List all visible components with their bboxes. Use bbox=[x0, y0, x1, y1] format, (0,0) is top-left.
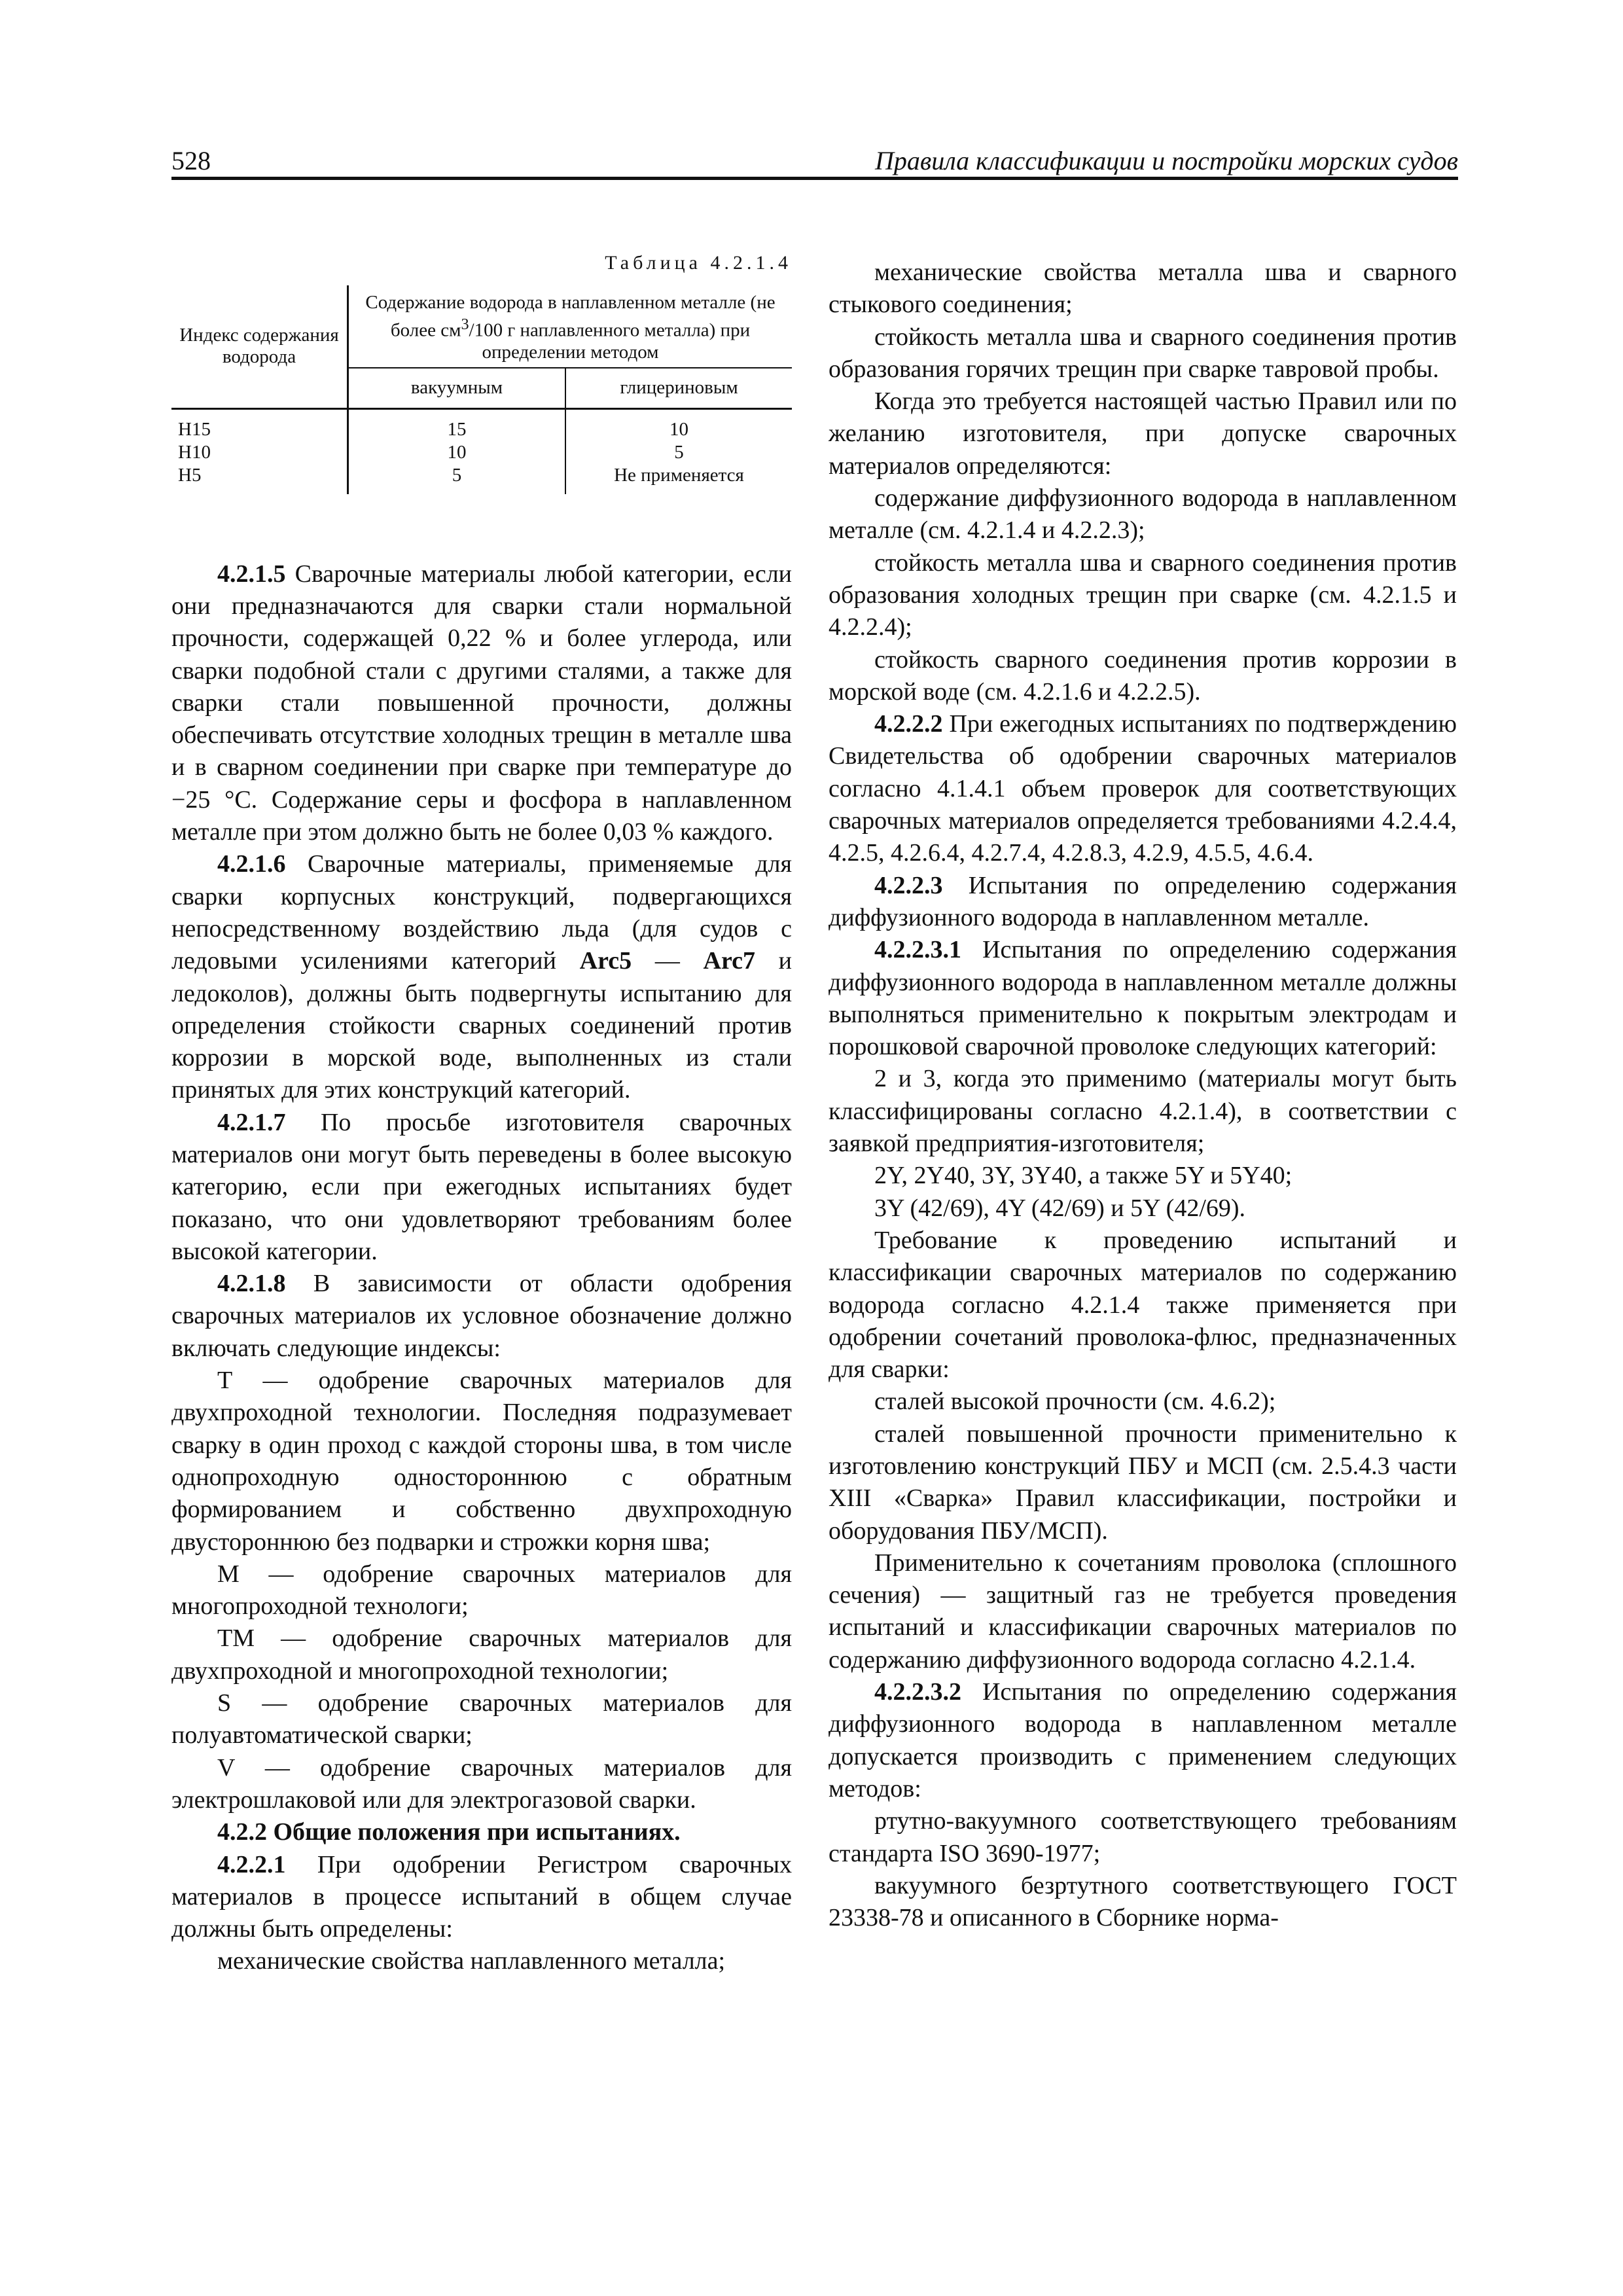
paragraph-4-2-2-3-2 bbox=[829, 1676, 1457, 1805]
section-heading-4-2-2: 4.2.2 Общие положения при испытаниях. bbox=[217, 1818, 681, 1846]
list-item: 2Y, 2Y40, 3Y, 3Y40, а также 5Y и 5Y40; bbox=[874, 1162, 1293, 1190]
table-cell-index: H10 bbox=[171, 441, 348, 464]
paragraph-4-2-1-8 bbox=[171, 1268, 792, 1365]
table-row bbox=[171, 464, 792, 494]
column-header-vacuum: вакуумным bbox=[348, 368, 566, 409]
paragraph-text: Испытания по определению содержания диффузионного водорода в наплавленном металле. bbox=[829, 871, 1457, 931]
clause-number: 4.2.2.2 bbox=[874, 710, 943, 738]
clause-number: 4.2.2.3.1 bbox=[874, 936, 961, 964]
list-item-t: T — одобрение сварочных материалов для двухпроходной технологии. Последняя подразумевает сварку в один проход с каждой стороны шва, в том числе однопроходную одностороннюю с обратным формированием и собственно двухпроходную двустороннюю без подварки и строжки корня шва; bbox=[171, 1367, 792, 1556]
paragraph-text: При одобрении Регистром сварочных материалов в процессе испытаний в общем случае должны быть определены: bbox=[171, 1850, 792, 1943]
paragraph-4-2-1-6 bbox=[171, 848, 792, 1106]
table-cell-glycerin: 10 bbox=[669, 418, 688, 440]
left-column bbox=[171, 251, 792, 1978]
right-column bbox=[829, 257, 1457, 1934]
paragraph-text: По просьбе изготовителя сварочных материалов они могут быть переведены в более высокую категорию, если при ежегодных испытаниях будет показано, что они удовлетворяют требованиям более высокой категории. bbox=[171, 1108, 792, 1265]
clause-number: 4.2.1.8 bbox=[217, 1270, 286, 1298]
column-header-index: Индекс содержания водорода bbox=[171, 285, 348, 408]
list-item: сталей высокой прочности (см. 4.6.2); bbox=[874, 1388, 1276, 1416]
column-header-hydrogen-content-a: Содержание водорода в наплавленном металле (не более см bbox=[365, 292, 776, 341]
column-header-hydrogen-content bbox=[348, 285, 793, 368]
table-spacer bbox=[171, 494, 792, 558]
paragraph-text: Испытания по определению содержания диффузионного водорода в наплавленном металле должны выполняться применительно к покрытым электродам и порошковой сварочной проволоке следующих категорий: bbox=[829, 936, 1457, 1061]
table-cell-index: H5 bbox=[171, 464, 348, 494]
list-item-tm: TM — одобрение сварочных материалов для двухпроходной и многопроходной технологии; bbox=[171, 1624, 792, 1685]
paragraph-4-2-2-2 bbox=[829, 708, 1457, 869]
table-row bbox=[171, 441, 792, 464]
table-cell-vacuum: 15 bbox=[348, 408, 566, 441]
paragraph-text: В зависимости от области одобрения сварочных материалов их условное обозначение должно включать следующие индексы: bbox=[171, 1270, 792, 1362]
clause-number: 4.2.1.6 bbox=[217, 850, 286, 878]
header-rule bbox=[171, 177, 1458, 180]
list-item: содержание диффузионного водорода в наплавленном металле (см. 4.2.1.4 и 4.2.2.3); bbox=[829, 484, 1457, 545]
paragraph-text: При ежегодных испытаниях по подтверждению Свидетельства об одобрении сварочных материалов согласно 4.1.4.1 объем проверок для соответствующих сварочных материалов определяется требованиями 4.2.4.4, 4.2.5, 4.2.6.4, 4.2.7.4, 4.2.8.3, 4.2.9, 4.5.5, 4.6.4. bbox=[829, 710, 1457, 867]
paragraph-text: Сварочные материалы, применяемые для сварки корпусных конструкций, подвергающихся непосредственному воздействию льда (для судов с ледовыми усилениями категорий bbox=[171, 850, 792, 975]
list-item: 2 и 3, когда это применимо (материалы могут быть классифицированы согласно 4.2.1.4), в соответствии с заявкой предприятия-изготовителя; bbox=[829, 1065, 1457, 1158]
clause-number: 4.2.2.1 bbox=[217, 1850, 286, 1878]
list-item: стойкость сварного соединения против коррозии в морской воде (см. 4.2.1.6 и 4.2.2.5). bbox=[829, 645, 1457, 706]
list-item: стойкость металла шва и сварного соединения против образования горячих трещин при сварке тавровой пробы. bbox=[829, 323, 1457, 383]
list-item: вакуумного безртутного соответствующего ГОСТ 23338-78 и описанного в Сборнике норма- bbox=[829, 1871, 1457, 1932]
hydrogen-content-table bbox=[171, 285, 792, 494]
paragraph: Когда это требуется настоящей частью Правил или по желанию изготовителя, при допуске сварочных материалов определяются: bbox=[829, 387, 1457, 480]
table-cell-vacuum: 10 bbox=[348, 441, 566, 464]
paragraph-4-2-1-5 bbox=[171, 558, 792, 849]
paragraph-4-2-2-3-1 bbox=[829, 934, 1457, 1063]
ice-class-arc7: Arc7 bbox=[703, 947, 755, 975]
column-header-superscript: 3 bbox=[461, 315, 469, 333]
ice-class-arc5: Arc5 bbox=[579, 947, 632, 975]
paragraph-text: Испытания по определению содержания диффузионного водорода в наплавленном металле допускается производить с применением следующих методов: bbox=[829, 1678, 1457, 1803]
column-header-glycerin: глицериновым bbox=[565, 368, 792, 409]
paragraph-4-2-2-3 bbox=[829, 870, 1457, 935]
table-cell-index: H15 bbox=[171, 408, 348, 441]
clause-number: 4.2.1.5 bbox=[217, 560, 286, 588]
paragraph: Требование к проведению испытаний и классификации сварочных материалов по содержанию водорода согласно 4.2.1.4 также применяется при одобрении сочетаний проволока-флюс, предназначенных для сварки: bbox=[829, 1226, 1457, 1384]
paragraph-text: и ледоколов), должны быть подвергнуты испытанию для определения стойкости сварных соединений против коррозии в морской воде, выполненных из стали принятых для этих конструкций категорий. bbox=[171, 947, 793, 1104]
table-row bbox=[171, 408, 792, 441]
clause-number: 4.2.2.3.2 bbox=[874, 1678, 961, 1706]
paragraph-text: Сварочные материалы любой категории, если они предназначаются для сварки стали нормальной прочности, содержащей 0,22 % и более углерода, или сварки подобной стали с другими сталями, а также для сварки стали повышенной прочности, должны обеспечивать отсутствие холодных трещин в металле шва и в сварном соединении при сварке при температуре до −25 °C. Содержание серы и фосфора в наплавленном металле при этом должно быть не более 0,03 % каждого. bbox=[171, 560, 792, 846]
dash: — bbox=[632, 947, 704, 975]
running-title: Правила классификации и постройки морских судов bbox=[874, 146, 1458, 175]
list-item: стойкость металла шва и сварного соединения против образования холодных трещин при сварке (см. 4.2.1.5 и 4.2.2.4); bbox=[829, 548, 1457, 641]
paragraph-4-2-2-1 bbox=[171, 1849, 792, 1946]
list-item-m: M — одобрение сварочных материалов для многопроходной технологи; bbox=[171, 1560, 792, 1621]
list-item: механические свойства наплавленного металла; bbox=[217, 1947, 726, 1975]
list-item-s: S — одобрение сварочных материалов для полуавтоматической сварки; bbox=[171, 1689, 792, 1749]
clause-number: 4.2.1.7 bbox=[217, 1108, 286, 1136]
paragraph-4-2-1-7 bbox=[171, 1107, 792, 1268]
list-item-v: V — одобрение сварочных материалов для электрошлаковой или для электрогазовой сварки. bbox=[171, 1753, 792, 1814]
list-item: 3Y (42/69), 4Y (42/69) и 5Y (42/69). bbox=[874, 1194, 1246, 1222]
list-item: сталей повышенной прочности применительно к изготовлению конструкций ПБУ и МСП (см. 2.5.4.3 части XIII «Сварка» Правил классификации, постройки и оборудования ПБУ/МСП). bbox=[829, 1420, 1457, 1545]
table-cell-glycerin: Не применяется bbox=[614, 464, 744, 486]
clause-number: 4.2.2.3 bbox=[874, 871, 943, 899]
table-cell-glycerin: 5 bbox=[674, 441, 684, 463]
table-caption: Таблица 4.2.1.4 bbox=[605, 252, 792, 274]
page-number: 528 bbox=[171, 146, 211, 175]
list-item: ртутно-вакуумного соответствующего требованиям стандарта ISO 3690-1977; bbox=[829, 1807, 1457, 1867]
column-header-hydrogen-content-b: /100 г наплавленного металла) при определении методом bbox=[469, 319, 751, 363]
paragraph: Применительно к сочетаниям проволока (сплошного сечения) — защитный газ не требуется проведения испытаний и классификации сварочных материалов по содержанию диффузионного водорода согласно 4.2.1.4. bbox=[829, 1549, 1457, 1674]
table-cell-vacuum: 5 bbox=[348, 464, 566, 494]
list-item: механические свойства металла шва и сварного стыкового соединения; bbox=[829, 259, 1457, 319]
